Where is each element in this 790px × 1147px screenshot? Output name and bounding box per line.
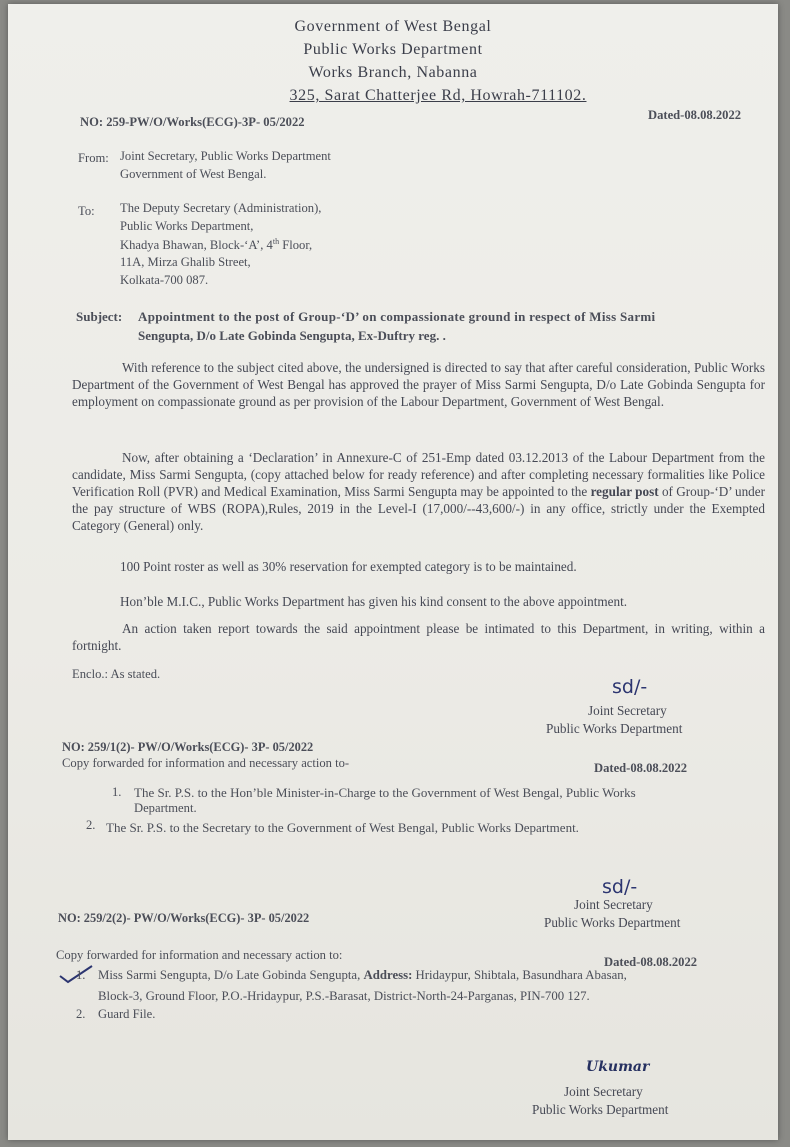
body-paragraph-2 — [72, 449, 765, 534]
list-item: The Sr. P.S. to the Secretary to the Government of West Bengal, Public Works Department. — [106, 820, 579, 835]
list-item-number: 2. — [86, 818, 96, 832]
memo-number: NO: 259/1(2)- PW/O/Works(ECG)- 3P- 05/2022 — [62, 740, 314, 754]
address-text: Hridaypur, Shibtala, Basundhara Abasan, — [415, 968, 627, 982]
header-address: 325, Sarat Chatterjee Rd, Howrah-711102. — [289, 87, 587, 104]
list-item-number: 1. — [76, 968, 86, 982]
subject-line-2: Sengupta, D/o Late Gobinda Sengupta, Ex-Duftry reg. . — [138, 328, 446, 343]
signature-mark: sd/- — [602, 876, 638, 898]
to-line: Khadya Bhawan, Block-‘A’, 4th Floor, — [120, 237, 313, 253]
list-item-number: 2. — [76, 1007, 86, 1021]
body-paragraph-2-part-b: of Group-‘D’ under the pay structure of WBS (ROPA),Rules, 2019 in the Level-I (17,000/--43,600/-) in any office, strictly under the Exempted Category (General) only. — [72, 484, 766, 533]
signature-title: Joint Secretary — [564, 1084, 643, 1099]
header-branch: Works Branch, Nabanna — [308, 64, 478, 81]
document-page — [8, 4, 778, 1140]
from-line-2: Government of West Bengal. — [120, 167, 267, 181]
list-item — [98, 968, 627, 983]
list-item: Block-3, Ground Floor, P.O.-Hridaypur, P.S.-Barasat, District-North-24-Parganas, PIN-700 127. — [98, 989, 590, 1003]
to-line: 11A, Mirza Ghalib Street, — [120, 255, 251, 269]
body-paragraph-2-bold: regular post — [590, 484, 659, 499]
to-label: To: — [78, 204, 95, 218]
signature-mark: sd/- — [612, 676, 648, 698]
from-label: From: — [78, 151, 109, 165]
list-item: Department. — [134, 801, 197, 815]
body-paragraph-4: Hon’ble M.I.C., Public Works Department has given his kind consent to the above appointment. — [120, 594, 628, 609]
signature-title: Joint Secretary — [588, 703, 667, 718]
signature-department: Public Works Department — [546, 721, 683, 736]
to-line: The Deputy Secretary (Administration), — [120, 201, 322, 215]
address-label: Address: — [363, 968, 413, 982]
subject-line-1: Appointment to the post of Group-‘D’ on compassionate ground in respect of Miss Sarmi — [138, 309, 656, 324]
enclosure-note: Enclo.: As stated. — [72, 667, 161, 681]
copy-forward-intro: Copy forwarded for information and necessary action to: — [56, 948, 343, 962]
body-paragraph-5: An action taken report towards the said appointment please be intimated to this Department, in writing, within a fortnight. — [72, 621, 765, 653]
memo-date: Dated-08.08.2022 — [604, 955, 698, 969]
list-item: The Sr. P.S. to the Hon’ble Minister-in-Charge to the Government of West Bengal, Public Works — [134, 785, 636, 800]
body-paragraph-2-part-a: Now, after obtaining a ‘Declaration’ in Annexure-C of 251-Emp dated 03.12.2013 of the Labour Department from the candidate, Miss Sarmi Sengupta, (copy attached below for ready reference) and after completing necessary formalities like Police Verification Roll (PVR) and Medical Examination, Miss Sarmi Sengupta may be appointed to the — [72, 450, 765, 499]
handwritten-signature: Ukumar — [586, 1059, 650, 1075]
to-line: Kolkata-700 087. — [120, 273, 209, 287]
memo-date: Dated-08.08.2022 — [594, 761, 688, 775]
signature-department: Public Works Department — [544, 915, 681, 930]
header-government: Government of West Bengal — [294, 18, 492, 35]
signature-department: Public Works Department — [532, 1102, 669, 1117]
header-department: Public Works Department — [303, 41, 483, 58]
recipient-name: Miss Sarmi Sengupta, D/o Late Gobinda Sengupta, — [98, 968, 361, 982]
to-line: Public Works Department, — [120, 219, 254, 233]
list-item: Guard File. — [98, 1007, 156, 1021]
signature-title: Joint Secretary — [574, 897, 653, 912]
memo-number: NO: 259-PW/O/Works(ECG)-3P- 05/2022 — [80, 115, 305, 129]
copy-forward-intro: Copy forwarded for information and necessary action to- — [62, 756, 350, 770]
from-line-1: Joint Secretary, Public Works Department — [120, 149, 331, 163]
body-paragraph-1: With reference to the subject cited above, the undersigned is directed to say that after careful consideration, Public Works Department of the Government of West Bengal has approved the prayer of Miss Sarmi Sengupta, D/o Late Gobinda Sengupta for employment on compassionate ground as per provision of the Labour Department, Government of West Bengal. — [72, 360, 765, 409]
list-item-number: 1. — [112, 785, 122, 799]
subject-label: Subject: — [76, 309, 123, 324]
memo-date: Dated-08.08.2022 — [648, 108, 742, 122]
memo-number: NO: 259/2(2)- PW/O/Works(ECG)- 3P- 05/2022 — [58, 911, 310, 925]
body-paragraph-3: 100 Point roster as well as 30% reservation for exempted category is to be maintained. — [120, 559, 577, 574]
